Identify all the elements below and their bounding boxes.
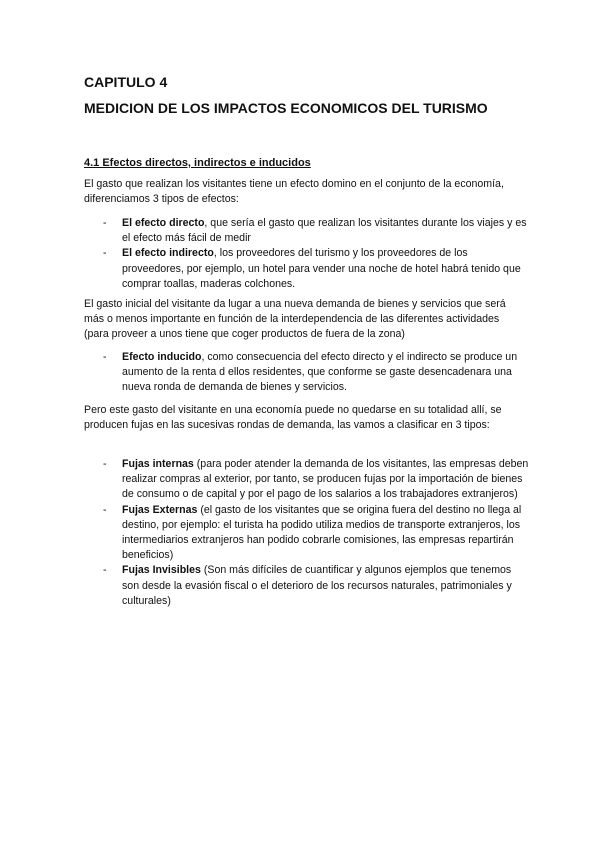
list-item-text: (el gasto de los visitantes que se origina fuera del destino no llega al destino, por ejemplo: el turista ha podido utiliza medios de transporte extranjeros, los intermediarios extranjeros han podido cobrarle comisiones, las empresas repartirán beneficios) (122, 503, 522, 562)
list-item-internal-leaks (84, 457, 529, 503)
leaks-list (84, 457, 529, 609)
list-item-invisible-leaks (84, 563, 529, 609)
list-item-external-leaks (84, 503, 529, 564)
induced-list (84, 350, 529, 396)
list-item-text: , que sería el gasto que realizan los visitantes durante los viajes y es el efecto más fácil de medir (122, 217, 527, 245)
list-item-text: (para poder atender la demanda de los visitantes, las empresas deben realizar compras al exterior, por tanto, se producen fujas por la importación de bienes de consumo o de capital y por el pago de los salarios a los trabajadores extranjeros) (122, 458, 529, 501)
list-dash: - (103, 247, 107, 260)
list-dash: - (103, 351, 107, 363)
list-dash: - (103, 564, 107, 577)
term-induced-effect: Efecto inducido (122, 351, 202, 363)
list-item-direct-effect (84, 216, 529, 246)
chapter-title: MEDICION DE LOS IMPACTOS ECONOMICOS DEL TURISMO (84, 100, 488, 116)
paragraph-intro: El gasto que realizan los visitantes tiene un efecto domino en el conjunto de la economía, diferenciamos 3 tipos de efectos: (84, 178, 504, 206)
chapter-label: CAPITULO 4 (84, 74, 168, 90)
effects-list (84, 216, 529, 292)
list-item-induced-effect (84, 350, 529, 396)
list-item-indirect-effect (84, 246, 529, 292)
list-item-text: , los proveedores del turismo y los proveedores de los proveedores, por ejemplo, un hotel para vender una noche de hotel habrá tenido que comprar toallas, maderas colchones. (122, 247, 521, 290)
term-external-leaks: Fujas Externas (122, 503, 198, 516)
list-item-text: , como consecuencia del efecto directo y el indirecto se produce un aumento de la renta d ellos residentes, que conforme se gaste desencadenara una nueva ronda de demanda de bienes y servicios. (122, 351, 518, 394)
term-invisible-leaks: Fujas Invisibles (122, 564, 201, 577)
list-dash: - (103, 458, 107, 470)
list-item-text: (Son más difíciles de cuantificar y algunos ejemplos que tenemos son desde la evasión fiscal o el deterioro de los recursos naturales, patrimoniales y culturales) (122, 564, 512, 607)
list-dash: - (103, 217, 107, 229)
term-indirect-effect: El efecto indirecto (122, 247, 214, 260)
term-direct-effect: El efecto directo (122, 217, 205, 229)
paragraph-leaks-intro: Pero este gasto del visitante en una economía puede no quedarse en su totalidad allí, se producen fujas en las sucesivas rondas de demanda, las vamos a clasificar en 3 tipos: (84, 404, 502, 432)
term-internal-leaks: Fujas internas (122, 458, 194, 470)
section-heading: 4.1 Efectos directos, indirectos e inducidos (84, 157, 311, 169)
paragraph-initial-spending: El gasto inicial del visitante da lugar a una nueva demanda de bienes y servicios que será más o menos importante en función de la interdependencia de las diferentes actividades (para proveer a unos tiene que coger productos de fuera de la zona) (84, 298, 506, 341)
list-dash: - (103, 503, 107, 516)
